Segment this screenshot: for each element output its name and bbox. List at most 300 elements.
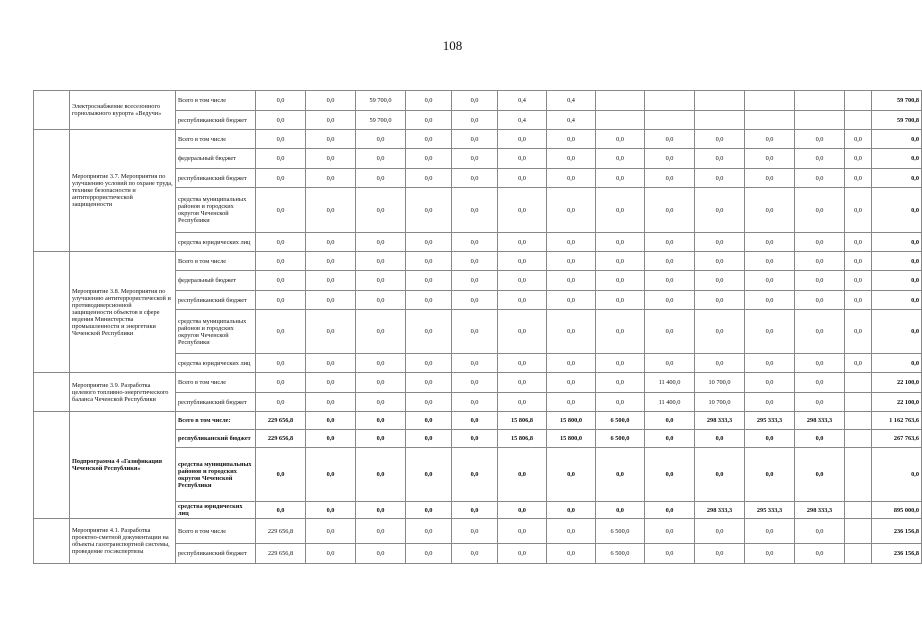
year-value-cell: 0,0 [356,291,406,310]
year-value-cell: 0,0 [745,149,795,169]
year-value-cell [845,412,872,430]
year-value-cell [845,544,872,564]
year-value-cell: 0,0 [406,310,452,354]
year-value-cell: 0,0 [596,169,645,188]
year-value-cell: 0,0 [452,448,498,502]
year-value-cell: 10 700,0 [695,393,745,412]
year-value-cell: 0,0 [695,188,745,233]
year-value-cell: 0,0 [795,233,845,252]
year-value-cell: 0,0 [547,310,596,354]
year-value-cell: 298 333,3 [795,412,845,430]
year-value-cell: 0,0 [306,130,356,149]
year-value-cell: 0,0 [498,519,547,544]
year-value-cell: 0,0 [695,448,745,502]
year-value-cell: 0,0 [406,188,452,233]
year-value-cell: 229 656,8 [256,544,306,564]
year-value-cell: 0,0 [795,188,845,233]
year-value-cell: 0,0 [645,430,695,448]
year-value-cell: 0,0 [256,291,306,310]
year-value-cell: 0,0 [306,188,356,233]
year-value-cell: 0,0 [256,393,306,412]
year-value-cell: 0,0 [256,111,306,130]
year-value-cell: 0,0 [356,169,406,188]
total-cell: 0,0 [872,130,922,149]
year-value-cell: 0,0 [645,544,695,564]
total-cell: 1 162 763,6 [872,412,922,430]
year-value-cell: 0,0 [452,519,498,544]
year-value-cell: 0,0 [452,188,498,233]
year-value-cell: 0,0 [406,149,452,169]
year-value-cell: 6 500,0 [596,544,645,564]
funding-source: Всего в том числе [176,519,256,544]
year-value-cell: 0,4 [547,91,596,111]
year-value-cell: 298 333,3 [795,502,845,519]
year-value-cell: 0,0 [547,502,596,519]
year-value-cell: 0,0 [452,412,498,430]
year-value-cell: 0,0 [452,502,498,519]
year-value-cell: 0,0 [596,393,645,412]
total-cell: 0,0 [872,354,922,373]
year-value-cell: 0,0 [452,130,498,149]
year-value-cell [645,111,695,130]
year-value-cell: 0,0 [452,373,498,393]
year-value-cell [596,91,645,111]
year-value-cell: 0,0 [695,291,745,310]
year-value-cell: 0,0 [406,91,452,111]
year-value-cell: 6 500,0 [596,519,645,544]
year-value-cell: 0,0 [306,169,356,188]
total-cell: 59 700,8 [872,111,922,130]
year-value-cell: 0,0 [256,354,306,373]
year-value-cell: 0,0 [406,373,452,393]
year-value-cell: 229 656,8 [256,412,306,430]
year-value-cell [695,91,745,111]
year-value-cell [645,91,695,111]
funding-source: федеральный бюджет [176,149,256,169]
year-value-cell: 59 700,0 [356,111,406,130]
year-value-cell: 0,0 [645,188,695,233]
year-value-cell: 0,0 [452,310,498,354]
year-value-cell: 0,0 [356,519,406,544]
budget-table [33,90,922,564]
year-value-cell: 0,0 [356,188,406,233]
year-value-cell [745,111,795,130]
year-value-cell: 0,4 [547,111,596,130]
year-value-cell [845,448,872,502]
year-value-cell: 0,0 [256,130,306,149]
year-value-cell: 0,0 [695,271,745,291]
year-value-cell: 0,0 [406,448,452,502]
year-value-cell: 0,0 [356,310,406,354]
year-value-cell [845,373,872,393]
year-value-cell: 0,0 [745,130,795,149]
total-cell: 895 000,0 [872,502,922,519]
year-value-cell: 0,0 [306,233,356,252]
funding-source: средства юридических лиц [176,233,256,252]
year-value-cell: 0,0 [452,252,498,271]
year-value-cell: 0,0 [645,448,695,502]
year-value-cell [745,91,795,111]
page-number: 108 [442,38,463,53]
year-value-cell: 0,0 [498,130,547,149]
year-value-cell: 0,0 [845,252,872,271]
year-value-cell: 0,0 [695,233,745,252]
year-value-cell: 0,0 [645,271,695,291]
year-value-cell: 0,0 [845,310,872,354]
year-value-cell: 0,0 [498,169,547,188]
year-value-cell: 0,0 [745,291,795,310]
year-value-cell: 0,0 [498,354,547,373]
year-value-cell: 0,0 [406,291,452,310]
year-value-cell [845,111,872,130]
funding-source: республиканский бюджет [176,544,256,564]
year-value-cell: 0,0 [645,310,695,354]
year-value-cell: 0,0 [256,502,306,519]
year-value-cell: 0,0 [498,252,547,271]
year-value-cell: 0,0 [306,393,356,412]
year-value-cell: 0,0 [547,169,596,188]
total-cell: 22 100,0 [872,373,922,393]
year-value-cell: 0,0 [498,544,547,564]
year-value-cell: 0,0 [356,354,406,373]
year-value-cell: 0,0 [452,354,498,373]
funding-source: средства юридических лиц [176,502,256,519]
year-value-cell: 0,0 [547,544,596,564]
year-value-cell: 0,0 [356,373,406,393]
year-value-cell: 0,0 [498,291,547,310]
year-value-cell: 0,0 [406,393,452,412]
year-value-cell: 0,0 [547,252,596,271]
row-number-cell [34,373,70,412]
year-value-cell: 0,0 [596,188,645,233]
row-number-cell [34,130,70,252]
funding-source: республиканский бюджет [176,393,256,412]
year-value-cell: 6 500,0 [596,430,645,448]
year-value-cell: 0,0 [645,291,695,310]
total-cell: 0,0 [872,310,922,354]
year-value-cell: 295 333,3 [745,412,795,430]
year-value-cell [795,111,845,130]
year-value-cell: 11 400,0 [645,393,695,412]
year-value-cell: 0,0 [795,544,845,564]
year-value-cell: 0,0 [452,393,498,412]
year-value-cell: 15 800,0 [547,430,596,448]
year-value-cell: 0,0 [845,188,872,233]
year-value-cell: 0,0 [695,130,745,149]
year-value-cell: 0,0 [547,291,596,310]
year-value-cell: 15 800,0 [547,412,596,430]
funding-source: средства юридических лиц [176,354,256,373]
year-value-cell [845,502,872,519]
year-value-cell: 0,0 [695,544,745,564]
year-value-cell: 0,0 [745,448,795,502]
year-value-cell: 0,0 [645,130,695,149]
year-value-cell: 0,0 [306,502,356,519]
funding-source: Всего в том числе [176,252,256,271]
year-value-cell: 0,0 [547,448,596,502]
year-value-cell: 0,0 [452,544,498,564]
year-value-cell: 0,0 [256,233,306,252]
total-cell: 0,0 [872,188,922,233]
year-value-cell: 0,0 [356,430,406,448]
year-value-cell: 0,0 [795,373,845,393]
total-cell: 236 156,8 [872,544,922,564]
row-number-cell [34,91,70,130]
year-value-cell: 15 806,8 [498,430,547,448]
total-cell: 59 700,8 [872,91,922,111]
year-value-cell: 0,0 [547,354,596,373]
year-value-cell: 0,0 [356,233,406,252]
year-value-cell: 0,0 [406,430,452,448]
measure-name: Подпрограмма 4 «Газификация Чеченской Республики» [70,412,176,519]
total-cell: 0,0 [872,169,922,188]
year-value-cell: 0,0 [406,412,452,430]
year-value-cell: 298 333,3 [695,412,745,430]
year-value-cell: 0,0 [256,310,306,354]
year-value-cell: 0,0 [845,271,872,291]
year-value-cell: 0,0 [306,373,356,393]
funding-source: Всего в том числе [176,130,256,149]
year-value-cell: 0,0 [596,252,645,271]
year-value-cell: 0,0 [645,502,695,519]
year-value-cell: 295 333,3 [745,502,795,519]
year-value-cell: 0,0 [845,233,872,252]
year-value-cell [795,91,845,111]
year-value-cell: 0,0 [306,412,356,430]
year-value-cell: 0,0 [498,310,547,354]
year-value-cell [845,430,872,448]
funding-source: Всего в том числе: [176,412,256,430]
year-value-cell: 0,0 [256,188,306,233]
year-value-cell: 0,0 [406,544,452,564]
year-value-cell: 0,0 [596,373,645,393]
row-number-cell [34,412,70,519]
year-value-cell: 0,0 [256,373,306,393]
year-value-cell: 0,0 [498,393,547,412]
year-value-cell: 0,0 [745,169,795,188]
total-cell: 236 156,8 [872,519,922,544]
year-value-cell: 0,0 [795,271,845,291]
year-value-cell: 0,0 [795,149,845,169]
funding-source: Всего в том числе [176,91,256,111]
year-value-cell: 0,0 [452,233,498,252]
year-value-cell: 0,0 [596,130,645,149]
measure-name: Мероприятие 4.1. Разработка проектно-сметной документации на объекты газотранспортной системы, проведение госэкспертизы [70,519,176,564]
year-value-cell: 0,0 [356,252,406,271]
year-value-cell: 0,0 [356,412,406,430]
year-value-cell: 0,0 [745,233,795,252]
funding-source: республиканский бюджет [176,169,256,188]
year-value-cell: 0,0 [356,130,406,149]
year-value-cell: 0,0 [745,271,795,291]
table-row [34,91,922,111]
funding-source: средства муниципальных районов и городских округов Чеченской Республики [176,188,256,233]
year-value-cell: 0,4 [498,111,547,130]
year-value-cell: 0,0 [306,111,356,130]
year-value-cell: 0,0 [452,111,498,130]
year-value-cell: 0,0 [596,354,645,373]
year-value-cell: 0,0 [498,149,547,169]
total-cell: 267 763,6 [872,430,922,448]
year-value-cell: 0,0 [306,430,356,448]
year-value-cell: 0,0 [498,373,547,393]
year-value-cell: 0,0 [406,271,452,291]
funding-source: средства муниципальных районов и городских округов Чеченской Республики [176,448,256,502]
year-value-cell: 10 700,0 [695,373,745,393]
year-value-cell: 0,0 [356,271,406,291]
year-value-cell: 0,0 [795,519,845,544]
year-value-cell: 0,0 [745,393,795,412]
year-value-cell: 0,0 [256,91,306,111]
total-cell: 0,0 [872,291,922,310]
year-value-cell: 0,0 [845,354,872,373]
total-cell: 22 100,0 [872,393,922,412]
year-value-cell: 0,0 [452,169,498,188]
year-value-cell: 0,0 [695,169,745,188]
year-value-cell: 0,0 [256,271,306,291]
year-value-cell [845,393,872,412]
year-value-cell: 0,0 [645,252,695,271]
year-value-cell: 0,0 [306,448,356,502]
year-value-cell: 0,0 [452,91,498,111]
total-cell: 0,0 [872,448,922,502]
year-value-cell: 0,0 [795,393,845,412]
year-value-cell: 0,0 [498,188,547,233]
year-value-cell: 0,0 [356,544,406,564]
total-cell: 0,0 [872,149,922,169]
year-value-cell: 0,0 [356,393,406,412]
funding-source: республиканский бюджет [176,430,256,448]
year-value-cell: 0,0 [795,291,845,310]
year-value-cell: 0,0 [547,233,596,252]
year-value-cell: 0,0 [795,430,845,448]
year-value-cell: 0,0 [452,271,498,291]
year-value-cell: 0,0 [256,149,306,169]
year-value-cell: 0,0 [498,502,547,519]
year-value-cell: 0,0 [498,271,547,291]
year-value-cell: 0,0 [452,430,498,448]
row-number-cell [34,252,70,373]
year-value-cell: 0,0 [596,233,645,252]
total-cell: 0,0 [872,271,922,291]
table-body [34,91,922,564]
year-value-cell: 0,0 [596,291,645,310]
year-value-cell: 15 806,8 [498,412,547,430]
year-value-cell: 0,0 [845,291,872,310]
total-cell: 0,0 [872,233,922,252]
year-value-cell [845,91,872,111]
year-value-cell: 0,0 [645,412,695,430]
year-value-cell: 0,0 [547,130,596,149]
year-value-cell: 0,0 [406,519,452,544]
year-value-cell: 0,0 [596,502,645,519]
year-value-cell: 0,0 [406,111,452,130]
table-row [34,130,922,149]
year-value-cell: 0,0 [795,169,845,188]
year-value-cell: 0,0 [356,448,406,502]
year-value-cell: 0,0 [745,354,795,373]
year-value-cell: 0,0 [406,502,452,519]
year-value-cell: 0,0 [695,310,745,354]
year-value-cell: 0,0 [695,430,745,448]
year-value-cell: 0,0 [256,252,306,271]
year-value-cell: 0,0 [596,310,645,354]
year-value-cell: 0,0 [306,271,356,291]
year-value-cell: 229 656,8 [256,430,306,448]
table-row [34,412,922,430]
year-value-cell: 0,0 [645,354,695,373]
total-cell: 0,0 [872,252,922,271]
table-row [34,373,922,393]
year-value-cell: 0,0 [306,149,356,169]
year-value-cell: 11 400,0 [645,373,695,393]
year-value-cell: 0,0 [306,91,356,111]
year-value-cell: 229 656,8 [256,519,306,544]
year-value-cell: 0,0 [596,448,645,502]
year-value-cell: 0,0 [745,519,795,544]
year-value-cell: 0,0 [498,448,547,502]
year-value-cell: 0,0 [845,149,872,169]
funding-source: федеральный бюджет [176,271,256,291]
year-value-cell: 59 700,0 [356,91,406,111]
year-value-cell: 0,0 [745,430,795,448]
year-value-cell: 0,0 [695,519,745,544]
year-value-cell [845,519,872,544]
year-value-cell: 0,0 [547,373,596,393]
measure-name: Мероприятие 3.9. Разработка целевого топливно-энергетического баланса Чеченской Республики [70,373,176,412]
year-value-cell: 0,0 [452,291,498,310]
year-value-cell: 0,0 [596,149,645,169]
year-value-cell: 0,0 [845,130,872,149]
year-value-cell: 0,0 [356,502,406,519]
year-value-cell: 6 500,0 [596,412,645,430]
year-value-cell: 0,0 [498,233,547,252]
year-value-cell: 0,0 [306,544,356,564]
year-value-cell: 0,0 [695,149,745,169]
year-value-cell: 0,0 [795,130,845,149]
measure-name: Мероприятие 3.7. Мероприятия по улучшению условий по охране труда, технике безопасности и антитеррористической защищенности [70,130,176,252]
year-value-cell: 0,0 [795,252,845,271]
year-value-cell: 0,0 [645,233,695,252]
year-value-cell: 0,0 [406,354,452,373]
year-value-cell: 0,0 [547,393,596,412]
year-value-cell: 0,0 [547,271,596,291]
year-value-cell: 0,0 [306,252,356,271]
year-value-cell: 0,0 [547,149,596,169]
year-value-cell: 0,0 [406,130,452,149]
year-value-cell: 0,0 [795,448,845,502]
year-value-cell: 0,0 [306,291,356,310]
year-value-cell: 0,0 [645,519,695,544]
year-value-cell: 0,0 [306,354,356,373]
year-value-cell: 0,0 [745,544,795,564]
year-value-cell: 0,4 [498,91,547,111]
row-number-cell [34,519,70,564]
year-value-cell: 0,0 [695,252,745,271]
year-value-cell: 0,0 [256,169,306,188]
year-value-cell [695,111,745,130]
year-value-cell: 0,0 [256,448,306,502]
year-value-cell: 0,0 [745,252,795,271]
funding-source: средства муниципальных районов и городских округов Чеченской Республики [176,310,256,354]
year-value-cell: 0,0 [306,310,356,354]
funding-source: республиканский бюджет [176,291,256,310]
year-value-cell: 0,0 [406,233,452,252]
year-value-cell: 0,0 [547,188,596,233]
year-value-cell: 0,0 [845,169,872,188]
year-value-cell: 0,0 [306,519,356,544]
year-value-cell: 0,0 [406,252,452,271]
